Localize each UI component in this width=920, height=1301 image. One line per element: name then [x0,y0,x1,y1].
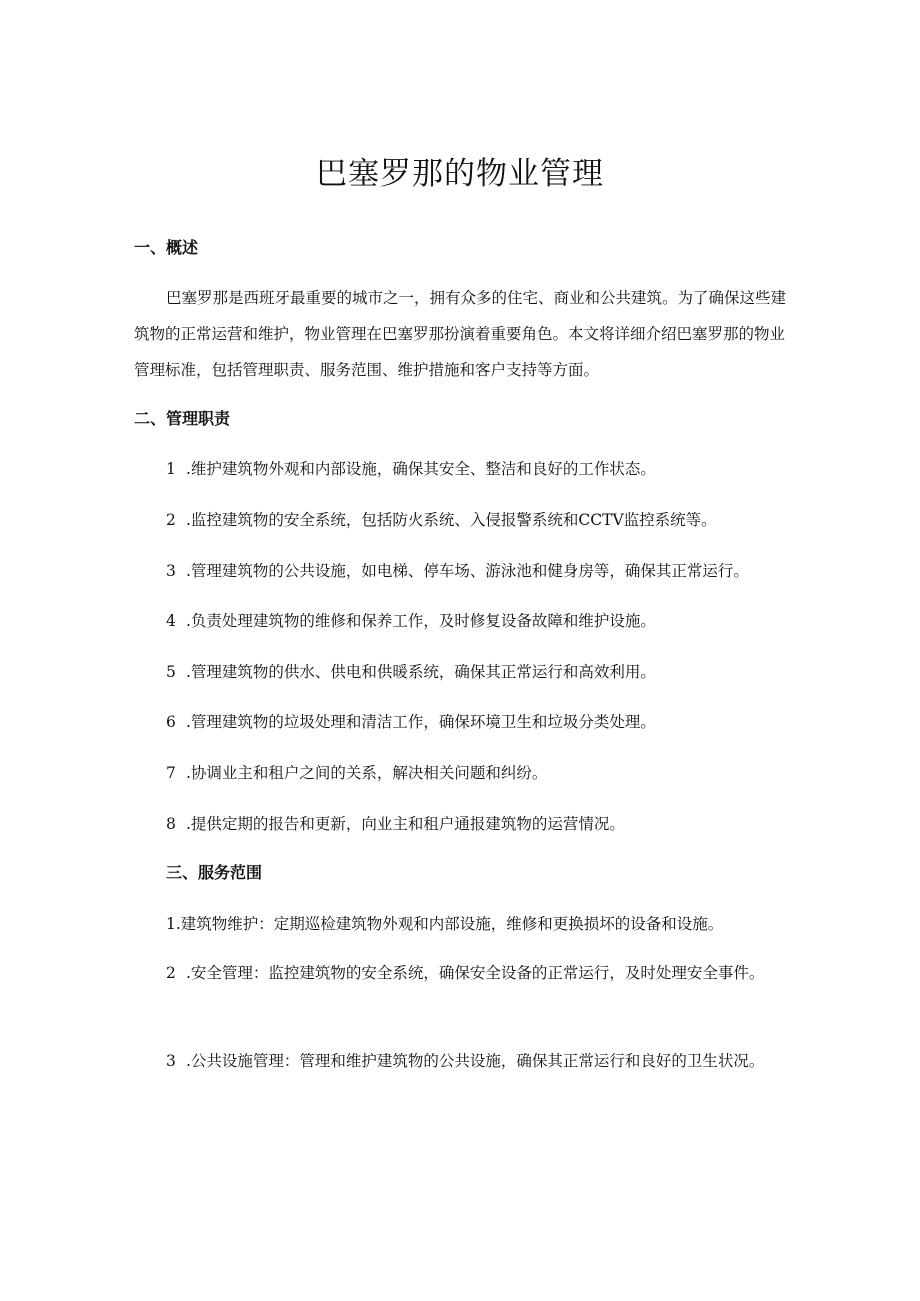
responsibility-item [166,660,816,684]
item-text: .监控建筑物的安全系统，包括防火系统、入侵报警系统和CCTV监控系统等。 [186,511,717,529]
section-heading-service-scope: 三、服务范围 [166,863,263,882]
document-title: 巴塞罗那的物业管理 [316,156,604,192]
item-text: .安全管理：监控建筑物的安全系统，确保安全设备的正常运行，及时处理安全事件。 [186,964,765,982]
item-text: .管理建筑物的垃圾处理和清洁工作，确保环境卫生和垃圾分类处理。 [186,713,656,731]
responsibility-item [166,508,816,532]
section-heading-responsibilities: 二、管理职责 [134,409,231,428]
responsibility-item [166,457,816,481]
item-text: .建筑物维护：定期巡检建筑物外观和内部设施，维修和更换损坏的设备和设施。 [175,915,724,933]
item-number: 6 [166,713,176,731]
responsibility-item [166,559,816,583]
item-number: 8 [166,815,176,833]
item-number: 1 [166,460,176,478]
item-number: 2 [166,964,176,982]
item-text: .提供定期的报告和更新，向业主和租户通报建筑物的运营情况。 [186,815,625,833]
overview-paragraph: 巴塞罗那是西班牙最重要的城市之一，拥有众多的住宅、商业和公共建筑。为了确保这些建筑物的正常运营和维护，物业管理在巴塞罗那扮演着重要角色。本文将详细介绍巴塞罗那的物业管理标准，包括管理职责、服务范围、维护措施和客户支持等方面。 [134,289,787,379]
item-number: 5 [166,663,176,681]
item-text: .维护建筑物外观和内部设施，确保其安全、整洁和良好的工作状态。 [186,460,656,478]
item-number: 7 [166,764,176,782]
service-item [166,912,816,936]
responsibility-item [166,609,816,633]
item-text: .公共设施管理：管理和维护建筑物的公共设施，确保其正常运行和良好的卫生状况。 [186,1052,765,1070]
section-heading-overview: 一、概述 [134,238,199,257]
responsibility-item [166,761,816,785]
service-item [134,955,798,991]
item-text: .负责处理建筑物的维修和保养工作，及时修复设备故障和维护设施。 [186,612,656,630]
item-text: .协调业主和租户之间的关系，解决相关问题和纠纷。 [186,764,548,782]
item-number: 4 [166,612,176,630]
service-item [134,1043,798,1079]
responsibility-item [166,812,816,836]
item-number: 3 [166,1052,176,1070]
item-text: .管理建筑物的供水、供电和供暖系统，确保其正常运行和高效利用。 [186,663,656,681]
item-number: 3 [166,562,176,580]
item-number: 2 [166,511,176,529]
responsibility-item [166,710,816,734]
item-text: .管理建筑物的公共设施，如电梯、停车场、游泳池和健身房等，确保其正常运行。 [186,562,749,580]
item-number: 1 [166,915,176,933]
